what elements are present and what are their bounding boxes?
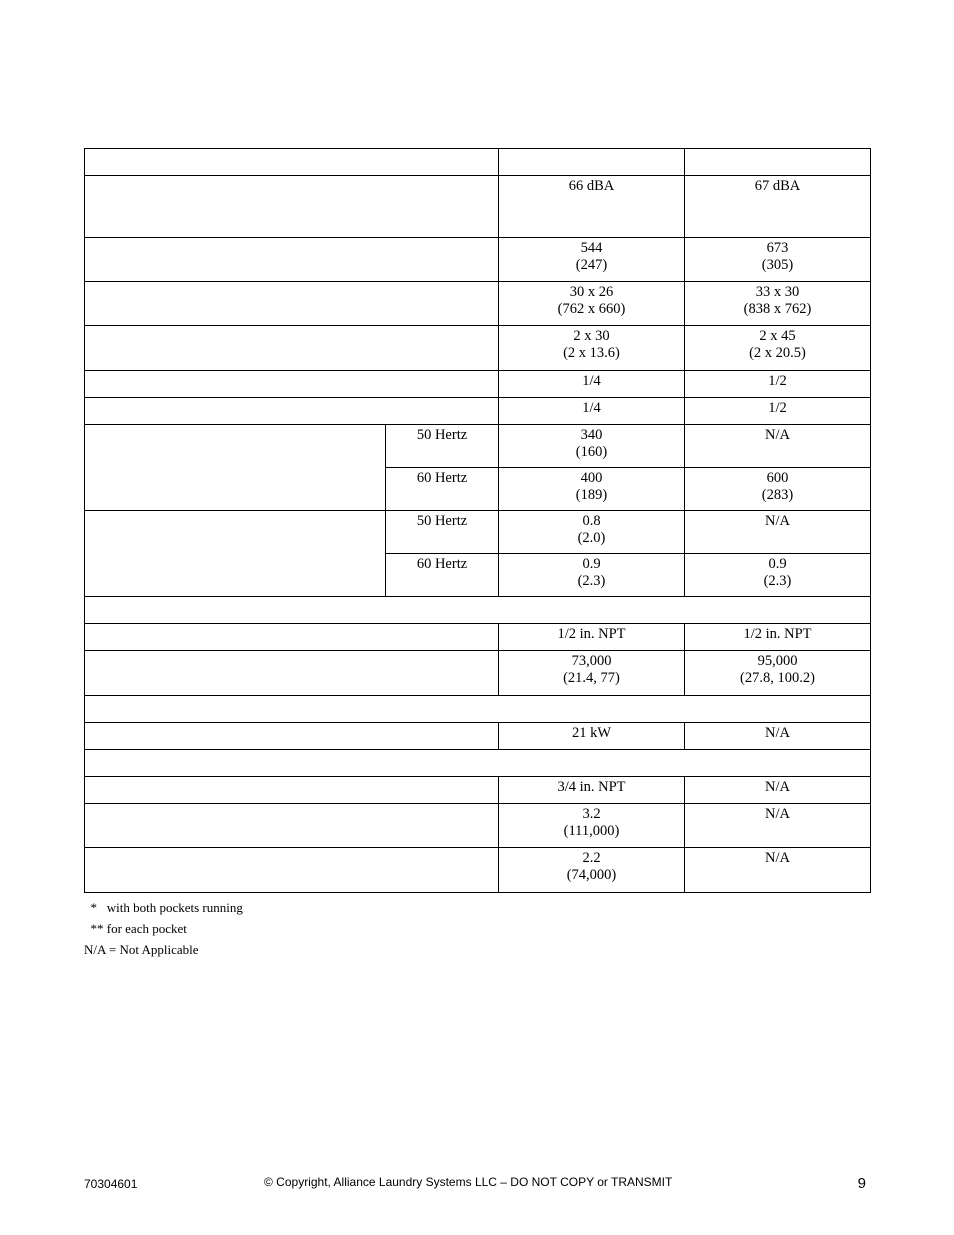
value-cell-a: 73,000 (21.4, 77) <box>499 651 685 696</box>
table-header-row <box>85 149 871 176</box>
value-cell-a: 340 (160) <box>499 425 685 468</box>
section-header-cell <box>85 750 871 777</box>
frequency-cell: 60 Hertz <box>386 554 499 597</box>
table-row <box>85 511 871 554</box>
table-row <box>85 804 871 848</box>
value-cell-b: 600 (283) <box>685 468 871 511</box>
row-label-cell <box>85 398 499 425</box>
value-cell-a: 0.9 (2.3) <box>499 554 685 597</box>
value-cell-b: 1/2 <box>685 398 871 425</box>
section-header-row <box>85 750 871 777</box>
section-header-cell <box>85 597 871 624</box>
value-cell-a: 1/2 in. NPT <box>499 624 685 651</box>
table-footnotes <box>84 897 243 960</box>
value-cell-b: 2 x 45 (2 x 20.5) <box>685 326 871 371</box>
footnote-both-pockets: * with both pockets running <box>84 900 243 915</box>
value-cell-a: 66 dBA <box>499 176 685 238</box>
row-label-cell <box>85 176 499 238</box>
value-cell-b: 67 dBA <box>685 176 871 238</box>
table-row <box>85 238 871 282</box>
value-cell-a: 30 x 26 (762 x 660) <box>499 282 685 326</box>
table-row <box>85 777 871 804</box>
row-label-cell <box>85 282 499 326</box>
table-row <box>85 651 871 696</box>
section-header-row <box>85 696 871 723</box>
header-model-a-cell <box>499 149 685 176</box>
footnote-not-applicable: N/A = Not Applicable <box>84 942 199 957</box>
value-cell-b: N/A <box>685 777 871 804</box>
table-row <box>85 326 871 371</box>
row-label-cell <box>85 511 386 597</box>
table-row <box>85 176 871 238</box>
row-label-cell <box>85 624 499 651</box>
frequency-cell: 60 Hertz <box>386 468 499 511</box>
row-label-cell <box>85 425 386 511</box>
page-footer <box>84 1174 870 1194</box>
row-label-cell <box>85 804 499 848</box>
value-cell-a: 3.2 (111,000) <box>499 804 685 848</box>
table-row <box>85 371 871 398</box>
row-label-cell <box>85 326 499 371</box>
row-label-cell <box>85 238 499 282</box>
table-row <box>85 723 871 750</box>
frequency-cell: 50 Hertz <box>386 425 499 468</box>
value-cell-a: 1/4 <box>499 398 685 425</box>
value-cell-b: N/A <box>685 723 871 750</box>
table-row <box>85 848 871 893</box>
row-label-cell <box>85 651 499 696</box>
value-cell-b: 33 x 30 (838 x 762) <box>685 282 871 326</box>
value-cell-b: N/A <box>685 425 871 468</box>
value-cell-b: 1/2 <box>685 371 871 398</box>
copyright-notice: © Copyright, Alliance Laundry Systems LLC – DO NOT COPY or TRANSMIT <box>264 1175 673 1189</box>
row-label-cell <box>85 723 499 750</box>
value-cell-a: 1/4 <box>499 371 685 398</box>
row-label-cell <box>85 848 499 893</box>
table-row <box>85 282 871 326</box>
value-cell-b: N/A <box>685 848 871 893</box>
value-cell-a: 544 (247) <box>499 238 685 282</box>
header-model-b-cell <box>685 149 871 176</box>
value-cell-a: 2 x 30 (2 x 13.6) <box>499 326 685 371</box>
footnote-each-pocket: ** for each pocket <box>84 921 187 936</box>
row-label-cell <box>85 371 499 398</box>
value-cell-a: 400 (189) <box>499 468 685 511</box>
document-number: 70304601 <box>84 1177 138 1191</box>
specifications-table <box>84 148 871 893</box>
value-cell-b: 1/2 in. NPT <box>685 624 871 651</box>
value-cell-b: 95,000 (27.8, 100.2) <box>685 651 871 696</box>
value-cell-b: N/A <box>685 511 871 554</box>
value-cell-a: 2.2 (74,000) <box>499 848 685 893</box>
table-row <box>85 425 871 468</box>
value-cell-b: 0.9 (2.3) <box>685 554 871 597</box>
table-row <box>85 398 871 425</box>
page-number: 9 <box>857 1175 866 1192</box>
value-cell-a: 3/4 in. NPT <box>499 777 685 804</box>
header-label-cell <box>85 149 499 176</box>
table-row <box>85 624 871 651</box>
frequency-cell: 50 Hertz <box>386 511 499 554</box>
value-cell-b: N/A <box>685 804 871 848</box>
row-label-cell <box>85 777 499 804</box>
value-cell-a: 21 kW <box>499 723 685 750</box>
value-cell-b: 673 (305) <box>685 238 871 282</box>
value-cell-a: 0.8 (2.0) <box>499 511 685 554</box>
section-header-row <box>85 597 871 624</box>
section-header-cell <box>85 696 871 723</box>
